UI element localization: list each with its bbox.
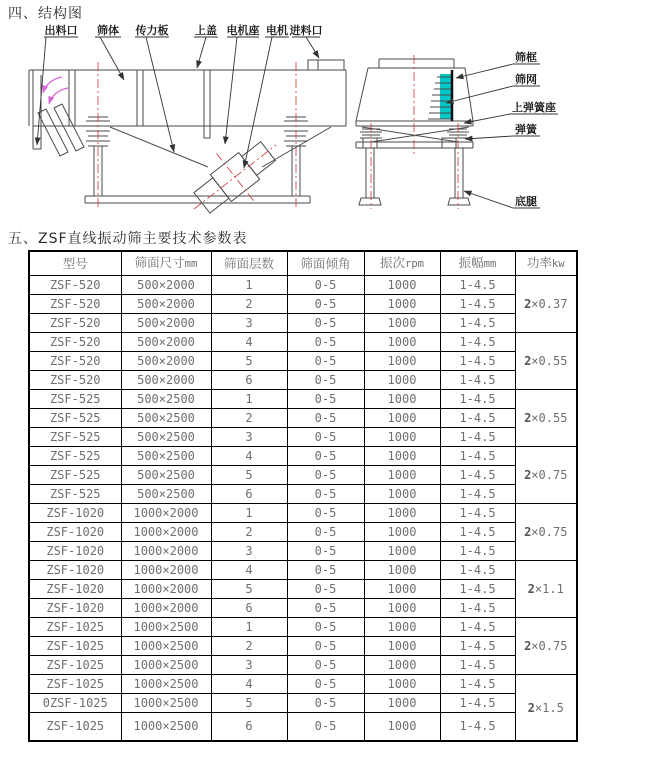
- cell-amplitude: 1-4.5: [440, 295, 515, 314]
- cell-model: ZSF-1020: [29, 542, 121, 561]
- cell-angle: 0-5: [287, 504, 364, 523]
- cell-layers: 4: [211, 675, 287, 694]
- cell-angle: 0-5: [287, 295, 364, 314]
- cell-angle: 0-5: [287, 409, 364, 428]
- table-row: [29, 295, 577, 314]
- cell-rpm: 1000: [364, 694, 440, 713]
- cell-amplitude: 1-4.5: [440, 314, 515, 333]
- cell-size: 1000×2500: [121, 694, 211, 713]
- cell-layers: 5: [211, 580, 287, 599]
- table-row: [29, 656, 577, 675]
- part-label-top-cover: 上盖: [195, 24, 217, 37]
- cell-angle: 0-5: [287, 561, 364, 580]
- table-row: [29, 314, 577, 333]
- cell-layers: 2: [211, 523, 287, 542]
- cell-amplitude: 1-4.5: [440, 409, 515, 428]
- table-row: [29, 409, 577, 428]
- cell-layers: 6: [211, 371, 287, 390]
- part-label-upper-spring-seat: 上弹簧座: [512, 101, 556, 114]
- column-header-layers: 筛面层数: [211, 251, 287, 276]
- part-label-motor: 电机: [266, 24, 288, 37]
- cell-model: ZSF-1020: [29, 504, 121, 523]
- cell-size: 500×2000: [121, 295, 211, 314]
- part-label-screen-frame: 筛框: [515, 51, 537, 64]
- cell-layers: 3: [211, 314, 287, 333]
- table-row: [29, 485, 577, 504]
- cell-size: 1000×2500: [121, 637, 211, 656]
- cell-amplitude: 1-4.5: [440, 390, 515, 409]
- cell-layers: 1: [211, 390, 287, 409]
- cell-angle: 0-5: [287, 390, 364, 409]
- cell-angle: 0-5: [287, 447, 364, 466]
- table-row: [29, 618, 577, 637]
- column-header-model: 型号: [29, 251, 121, 276]
- cell-amplitude: 1-4.5: [440, 561, 515, 580]
- cell-angle: 0-5: [287, 314, 364, 333]
- end-view: [356, 59, 473, 205]
- cell-angle: 0-5: [287, 485, 364, 504]
- cell-angle: 0-5: [287, 618, 364, 637]
- column-header-size: 筛面尺寸mm: [121, 251, 211, 276]
- cell-model: ZSF-1020: [29, 580, 121, 599]
- table-row: [29, 428, 577, 447]
- cell-amplitude: 1-4.5: [440, 694, 515, 713]
- cell-model: ZSF-520: [29, 352, 121, 371]
- table-row: [29, 713, 577, 742]
- cell-model: ZSF-520: [29, 295, 121, 314]
- cell-size: 1000×2500: [121, 656, 211, 675]
- part-label-force-plate: 传力板: [135, 24, 169, 37]
- cell-amplitude: 1-4.5: [440, 580, 515, 599]
- table-row: [29, 523, 577, 542]
- cell-layers: 2: [211, 637, 287, 656]
- cell-model: ZSF-1025: [29, 656, 121, 675]
- table-row: [29, 542, 577, 561]
- cell-size: 1000×2500: [121, 618, 211, 637]
- table-header-row: [29, 251, 577, 276]
- cell-rpm: 1000: [364, 713, 440, 742]
- cell-layers: 1: [211, 504, 287, 523]
- cell-amplitude: 1-4.5: [440, 504, 515, 523]
- cell-layers: 5: [211, 466, 287, 485]
- cell-model: ZSF-525: [29, 485, 121, 504]
- cell-rpm: 1000: [364, 390, 440, 409]
- cell-rpm: 1000: [364, 428, 440, 447]
- cell-angle: 0-5: [287, 694, 364, 713]
- cell-amplitude: 1-4.5: [440, 656, 515, 675]
- cell-rpm: 1000: [364, 466, 440, 485]
- cell-layers: 3: [211, 428, 287, 447]
- part-label-bottom-leg: 底腿: [515, 195, 537, 208]
- cell-size: 500×2500: [121, 428, 211, 447]
- cell-rpm: 1000: [364, 542, 440, 561]
- cell-amplitude: 1-4.5: [440, 618, 515, 637]
- cell-layers: 4: [211, 447, 287, 466]
- cell-size: 1000×2000: [121, 580, 211, 599]
- table-row: [29, 675, 577, 694]
- cell-size: 1000×2500: [121, 675, 211, 694]
- structure-diagram: [0, 17, 645, 229]
- cell-amplitude: 1-4.5: [440, 523, 515, 542]
- cell-rpm: 1000: [364, 295, 440, 314]
- flow-arrows: [43, 77, 68, 104]
- cell-size: 500×2000: [121, 276, 211, 295]
- side-view: [29, 60, 346, 203]
- table-row: [29, 371, 577, 390]
- cell-layers: 6: [211, 599, 287, 618]
- column-header-power: 功率kw: [515, 251, 577, 276]
- cell-amplitude: 1-4.5: [440, 485, 515, 504]
- cell-model: ZSF-1020: [29, 561, 121, 580]
- cell-rpm: 1000: [364, 580, 440, 599]
- cell-size: 500×2000: [121, 333, 211, 352]
- cell-amplitude: 1-4.5: [440, 428, 515, 447]
- cell-power: 2×1.5: [515, 675, 577, 742]
- part-label-screen-body: 筛体: [97, 24, 119, 37]
- cell-angle: 0-5: [287, 276, 364, 295]
- cell-power: 2×1.1: [515, 561, 577, 618]
- cell-model: ZSF-1020: [29, 599, 121, 618]
- cell-rpm: 1000: [364, 656, 440, 675]
- cell-angle: 0-5: [287, 637, 364, 656]
- cell-angle: 0-5: [287, 371, 364, 390]
- cell-amplitude: 1-4.5: [440, 599, 515, 618]
- table-header: [29, 251, 577, 276]
- cell-amplitude: 1-4.5: [440, 371, 515, 390]
- cell-rpm: 1000: [364, 352, 440, 371]
- cell-size: 1000×2000: [121, 542, 211, 561]
- part-label-spring: 弹簧: [515, 123, 537, 136]
- cell-layers: 4: [211, 561, 287, 580]
- cell-size: 500×2500: [121, 390, 211, 409]
- table-body: [29, 276, 577, 742]
- cell-angle: 0-5: [287, 599, 364, 618]
- cell-model: ZSF-525: [29, 428, 121, 447]
- cell-power: 2×0.75: [515, 447, 577, 504]
- cell-rpm: 1000: [364, 371, 440, 390]
- table-row: [29, 561, 577, 580]
- section-title-parameters-table: 五、ZSF直线振动筛主要技术参数表: [8, 231, 248, 247]
- cell-power: 2×0.37: [515, 276, 577, 333]
- cell-angle: 0-5: [287, 333, 364, 352]
- screen-mesh: [428, 70, 452, 121]
- cell-size: 500×2000: [121, 371, 211, 390]
- motor-assembly: [176, 121, 295, 229]
- cell-angle: 0-5: [287, 428, 364, 447]
- part-label-outlet: 出料口: [44, 24, 78, 37]
- cell-angle: 0-5: [287, 523, 364, 542]
- part-label-motor-seat: 电机座: [226, 24, 260, 37]
- cell-rpm: 1000: [364, 409, 440, 428]
- cell-model: ZSF-520: [29, 371, 121, 390]
- table-row: [29, 466, 577, 485]
- cell-angle: 0-5: [287, 542, 364, 561]
- cell-power: 2×0.55: [515, 333, 577, 390]
- cell-model: ZSF-525: [29, 409, 121, 428]
- table-row: [29, 694, 577, 713]
- cell-rpm: 1000: [364, 561, 440, 580]
- cell-model: ZSF-1025: [29, 713, 121, 742]
- table-row: [29, 352, 577, 371]
- cell-rpm: 1000: [364, 637, 440, 656]
- cell-rpm: 1000: [364, 314, 440, 333]
- cell-layers: 3: [211, 656, 287, 675]
- cell-size: 500×2500: [121, 409, 211, 428]
- cell-model: ZSF-1025: [29, 637, 121, 656]
- table-row: [29, 276, 577, 295]
- cell-size: 500×2500: [121, 466, 211, 485]
- cell-rpm: 1000: [364, 333, 440, 352]
- cell-amplitude: 1-4.5: [440, 333, 515, 352]
- cell-rpm: 1000: [364, 618, 440, 637]
- cell-size: 500×2000: [121, 352, 211, 371]
- cell-model: ZSF-525: [29, 466, 121, 485]
- table-row: [29, 447, 577, 466]
- cell-layers: 2: [211, 295, 287, 314]
- cell-amplitude: 1-4.5: [440, 352, 515, 371]
- cell-size: 1000×2500: [121, 713, 211, 742]
- cell-model: 0ZSF-1025: [29, 694, 121, 713]
- column-header-rpm: 振次rpm: [364, 251, 440, 276]
- column-header-amplitude: 振幅mm: [440, 251, 515, 276]
- cell-rpm: 1000: [364, 675, 440, 694]
- cell-model: ZSF-520: [29, 333, 121, 352]
- cell-amplitude: 1-4.5: [440, 542, 515, 561]
- cell-layers: 3: [211, 542, 287, 561]
- cell-size: 1000×2000: [121, 599, 211, 618]
- cell-amplitude: 1-4.5: [440, 713, 515, 742]
- cell-model: ZSF-520: [29, 314, 121, 333]
- cell-rpm: 1000: [364, 447, 440, 466]
- cell-model: ZSF-520: [29, 276, 121, 295]
- table-row: [29, 637, 577, 656]
- centerlines: [98, 55, 458, 209]
- cell-angle: 0-5: [287, 675, 364, 694]
- cell-amplitude: 1-4.5: [440, 675, 515, 694]
- cell-power: 2×0.55: [515, 390, 577, 447]
- cell-angle: 0-5: [287, 466, 364, 485]
- parameters-table: [28, 250, 578, 742]
- cell-layers: 5: [211, 352, 287, 371]
- cell-size: 500×2500: [121, 447, 211, 466]
- table-row: [29, 580, 577, 599]
- table-row: [29, 390, 577, 409]
- cell-layers: 5: [211, 694, 287, 713]
- cell-angle: 0-5: [287, 713, 364, 742]
- cell-layers: 1: [211, 618, 287, 637]
- cell-power: 2×0.75: [515, 618, 577, 675]
- cell-angle: 0-5: [287, 352, 364, 371]
- cell-rpm: 1000: [364, 485, 440, 504]
- cell-rpm: 1000: [364, 276, 440, 295]
- table-row: [29, 333, 577, 352]
- cell-layers: 1: [211, 276, 287, 295]
- cell-size: 500×2500: [121, 485, 211, 504]
- cell-layers: 6: [211, 485, 287, 504]
- table-row: [29, 504, 577, 523]
- cell-rpm: 1000: [364, 504, 440, 523]
- cell-layers: 4: [211, 333, 287, 352]
- side-view-labels: [37, 23, 323, 168]
- cell-amplitude: 1-4.5: [440, 447, 515, 466]
- column-header-angle: 筛面倾角: [287, 251, 364, 276]
- cell-size: 1000×2000: [121, 504, 211, 523]
- cell-size: 1000×2000: [121, 523, 211, 542]
- cell-layers: 2: [211, 409, 287, 428]
- cell-layers: 6: [211, 713, 287, 742]
- cell-model: ZSF-525: [29, 390, 121, 409]
- part-label-inlet: 进料口: [289, 24, 323, 37]
- cell-model: ZSF-1025: [29, 618, 121, 637]
- cell-size: 1000×2000: [121, 561, 211, 580]
- cell-size: 500×2000: [121, 314, 211, 333]
- part-label-screen-mesh: 筛网: [515, 73, 537, 86]
- section-title-structure-diagram: 四、结构图: [8, 6, 83, 22]
- table-row: [29, 599, 577, 618]
- cell-angle: 0-5: [287, 580, 364, 599]
- cell-power: 2×0.75: [515, 504, 577, 561]
- cell-amplitude: 1-4.5: [440, 637, 515, 656]
- cell-model: ZSF-1025: [29, 675, 121, 694]
- cell-amplitude: 1-4.5: [440, 276, 515, 295]
- cell-model: ZSF-1020: [29, 523, 121, 542]
- cell-rpm: 1000: [364, 599, 440, 618]
- cell-amplitude: 1-4.5: [440, 466, 515, 485]
- cell-rpm: 1000: [364, 523, 440, 542]
- cell-angle: 0-5: [287, 656, 364, 675]
- cell-model: ZSF-525: [29, 447, 121, 466]
